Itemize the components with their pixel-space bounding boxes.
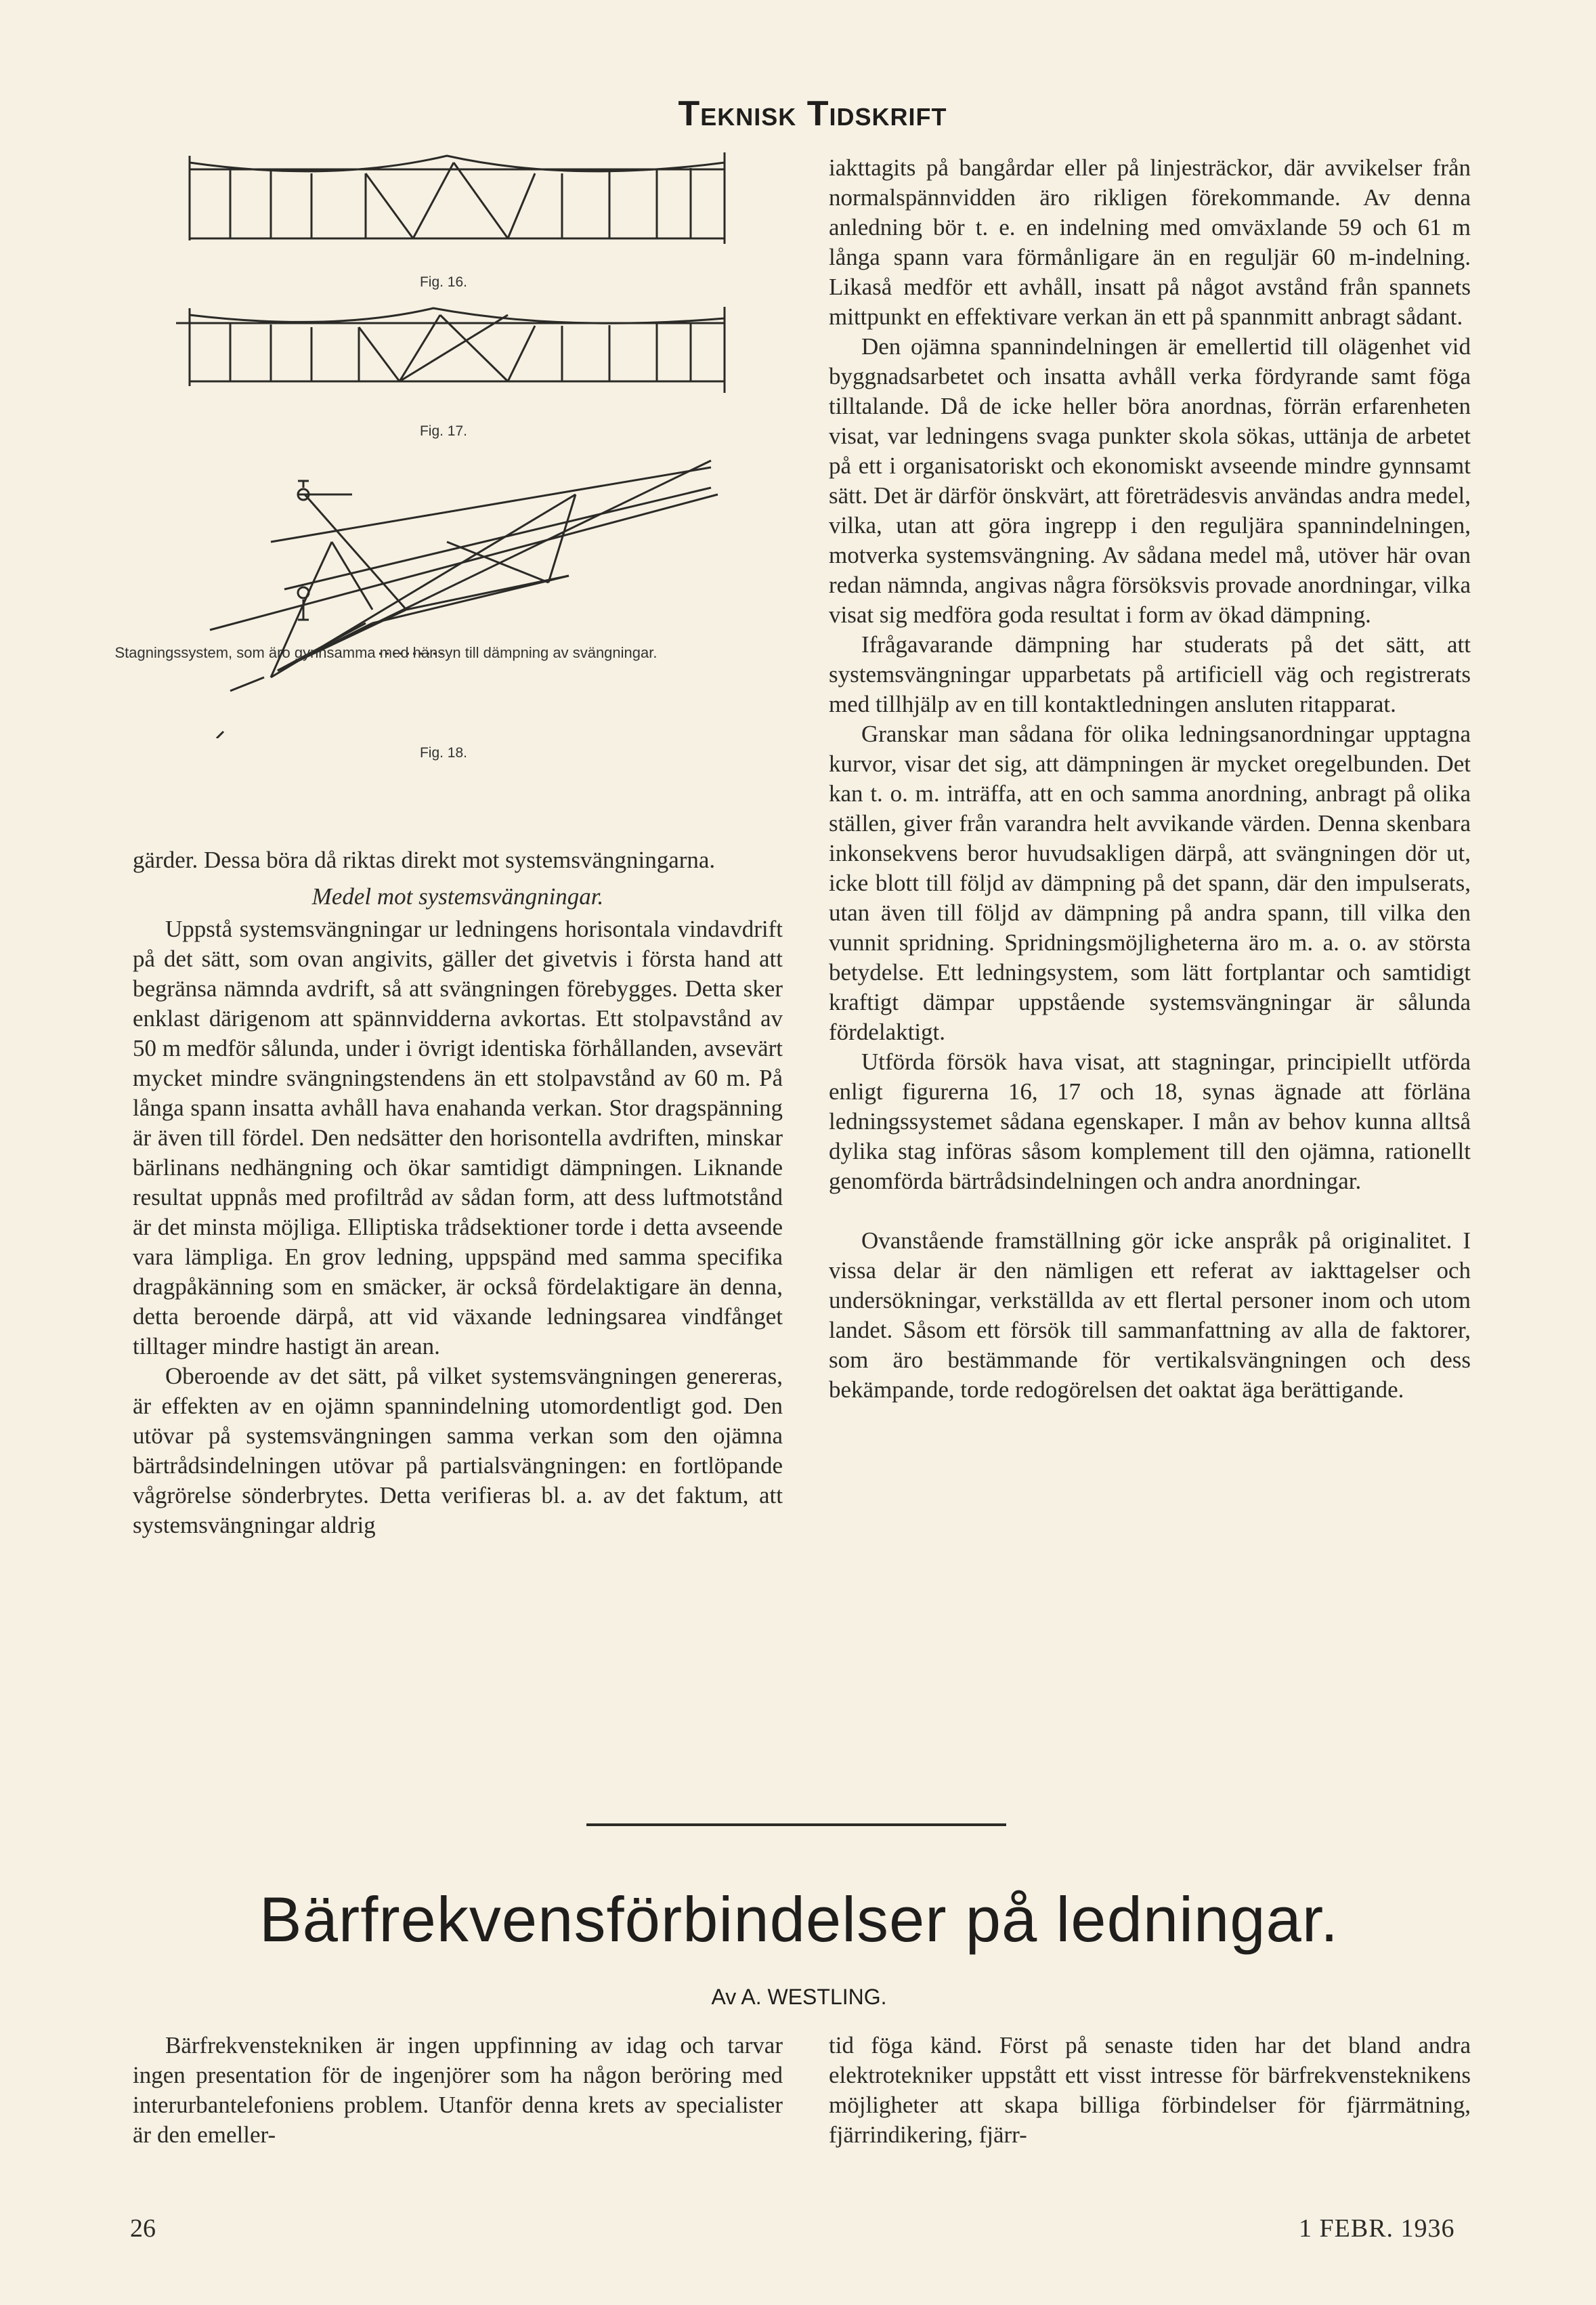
paragraph: Granskar man sådana för olika ledningsanordningar upptagna kurvor, visar det sig, att dämpningen är mycket oregelbunden. Det kan t. o. m. inträffa, att en och samma anordning, anbragt på olika ställen, giver från varandra helt avvikande värden. Denna skenbara inkonsekvens beror huvudsakligen därpå, att svängningen dör ut, icke blott till följd av dämpning på det spann, där den impulserats, utan även till följd av dämpning på andra spann, till vilka den vunnit spridning. Spridningsmöjligheterna äro m. a. o. av största betydelse. Ett ledningsystem, som lätt fortplantar och samtidigt kraftigt dämpar uppstående systemsvängningar är sålunda fördelaktigt. (829, 721, 1471, 1045)
paragraph: tid föga känd. Först på senaste tiden har det bland andra elektrotekniker uppstått ett visst intresse för bärfrekvensteknikens möjligheter att skapa billiga förbindelser för fjärrmätning, fjärrindikering, fjärr- (829, 2032, 1471, 2148)
fig16-diagram (129, 142, 758, 244)
fig18-diagram (129, 454, 758, 738)
figure-caption: Stagningssystem, som äro gynnsamma med hänsyn till dämpning av svängningar. (114, 644, 657, 661)
issue-date: 1 FEBR. 1936 (1299, 2214, 1455, 2243)
fig18-caption: Fig. 18. (419, 745, 468, 761)
right-column (829, 153, 1471, 1405)
paragraph: Oberoende av det sätt, på vilket systemsvängningen genereras, är effekten av en ojämn spannindelning utomordentligt god. Den utövar på systemsvängningen samma verkan som den ojämna bärtrådsindelningen utövar på partialsvängningen: en fortlöpande vågrörelse sönderbrytes. Detta verifieras bl. a. av det faktum, att systemsvängningar aldrig (133, 1363, 783, 1538)
figures-area (129, 135, 758, 833)
section-divider (586, 1823, 1006, 1826)
paragraph: Utförda försök hava visat, att stagningar, principiellt utförda enligt figurerna 16, 17 och 18, synas ägnade att förläna ledningssystemet sådana egenskaper. I mån av behov kunna alltså dylika stag införas såsom komplement till den ojämna, rationellt genomförda bärtrådsindelningen och andra anordningar. (829, 1049, 1471, 1194)
left-column (133, 845, 783, 1540)
article-right-column (829, 2031, 1471, 2150)
paragraph: iakttagits på bangårdar eller på linjesträckor, där avvikelser från normalspännvidden äro rikligen förekommande. Av denna anledning bör t. e. en indelning med omväxlande 59 och 61 m långa spann vara förmånligare än en reguljär 60 m-indelning. Likaså medför ett avhåll, insatt på något avstånd från spannets mittpunkt en effektivare verkan än ett på spannmitt anbragt sådant. (829, 154, 1471, 330)
paragraph: Uppstå systemsvängningar ur ledningens horisontala vindavdrift på det sätt, som ovan angivits, gäller det givetvis i första hand att begränsa nämnda avdrift, så att svängningen förebygges. Detta sker enklast därigenom att spännvidderna avkortas. Ett stolpavstånd av 50 m medför sålunda, under i övrigt identiska förhållanden, avsevärt mycket mindre svängningstendens än ett stolpavstånd av 60 m. På långa spann insatta avhåll hava enahanda verkan. Stor dragspänning är även till fördel. Den nedsätter den horisontella avdriften, minskar bärlinans nedhängning och ökar samtidigt dämpningen. Liknande resultat uppnås med profiltråd av sådan form, att dess luftmotstånd är det minsta möjliga. Elliptiska trådsektioner torde i detta avseende vara lämpliga. En grov ledning, uppspänd med samma specifika dragpåkänning som en smäcker, är också fördelaktigare än denna, detta beroende därpå, att vid växande ledningsarea vindfånget tilltager mindre hastigt än arean. (133, 916, 783, 1359)
paragraph: Ifrågavarande dämpning har studerats på det sätt, att systemsvängningar upparbetats på artificiell väg och registrerats med tillhjälp av en till kontaktledningen ansluten ritapparat. (829, 631, 1471, 717)
paragraph: gärder. Dessa böra då riktas direkt mot systemsvängningarna. (133, 847, 716, 873)
fig17-caption: Fig. 17. (419, 423, 468, 439)
article-left-column (133, 2031, 783, 2150)
fig16-caption: Fig. 16. (419, 274, 468, 290)
paragraph: Den ojämna spannindelningen är emellertid till olägenhet vid byggnadsarbetet och insatta avhåll verka fördyrande samt föga tilltalande. Då de icke heller böra anordnas, förrän erfarenheten visat, var ledningens svaga punkter skola sökas, uttänja de arbetet på ett i organisatoriskt och ekonomiskt avseende mindre gynnsamt sätt. Det är därför önskvärt, att företrädesvis användas andra medel, vilka, utan att göra ingrepp i den reguljära spannindelningen, motverka systemsvängning. Av sådana medel må, utöver här ovan redan nämnda, angivas några försöksvis provade anordningar, vilka visat sig medföra goda resultat i form av ökad dämpning. (829, 333, 1471, 628)
masthead: Teknisk Tidskrift (678, 94, 947, 133)
paragraph: Ovanstående framställning gör icke anspråk på originalitet. I vissa delar är den nämligen ett referat av iakttagelser och undersökningar, verkställda av ett flertal personer inom och utom landet. Såsom ett försök till sammanfattning av alla de faktorer, som äro bestämmande för vertikalsvängningen och dess bekämpande, torde redogörelsen det oaktat äga berättigande. (829, 1227, 1471, 1403)
article-title: Bärfrekvensförbindelser på ledningar. (259, 1884, 1339, 1955)
page-number: 26 (130, 2214, 156, 2243)
article-author: Av A. WESTLING. (711, 1985, 887, 2009)
section-heading: Medel mot systemsvängningar. (311, 883, 604, 910)
fig17-diagram (129, 301, 758, 403)
paragraph: Bärfrekvenstekniken är ingen uppfinning av idag och tarvar ingen presentation för de ingenjörer som ha någon beröring med interurbantelefoniens problem. Utanför denna krets av specialister är den emeller- (133, 2032, 783, 2148)
